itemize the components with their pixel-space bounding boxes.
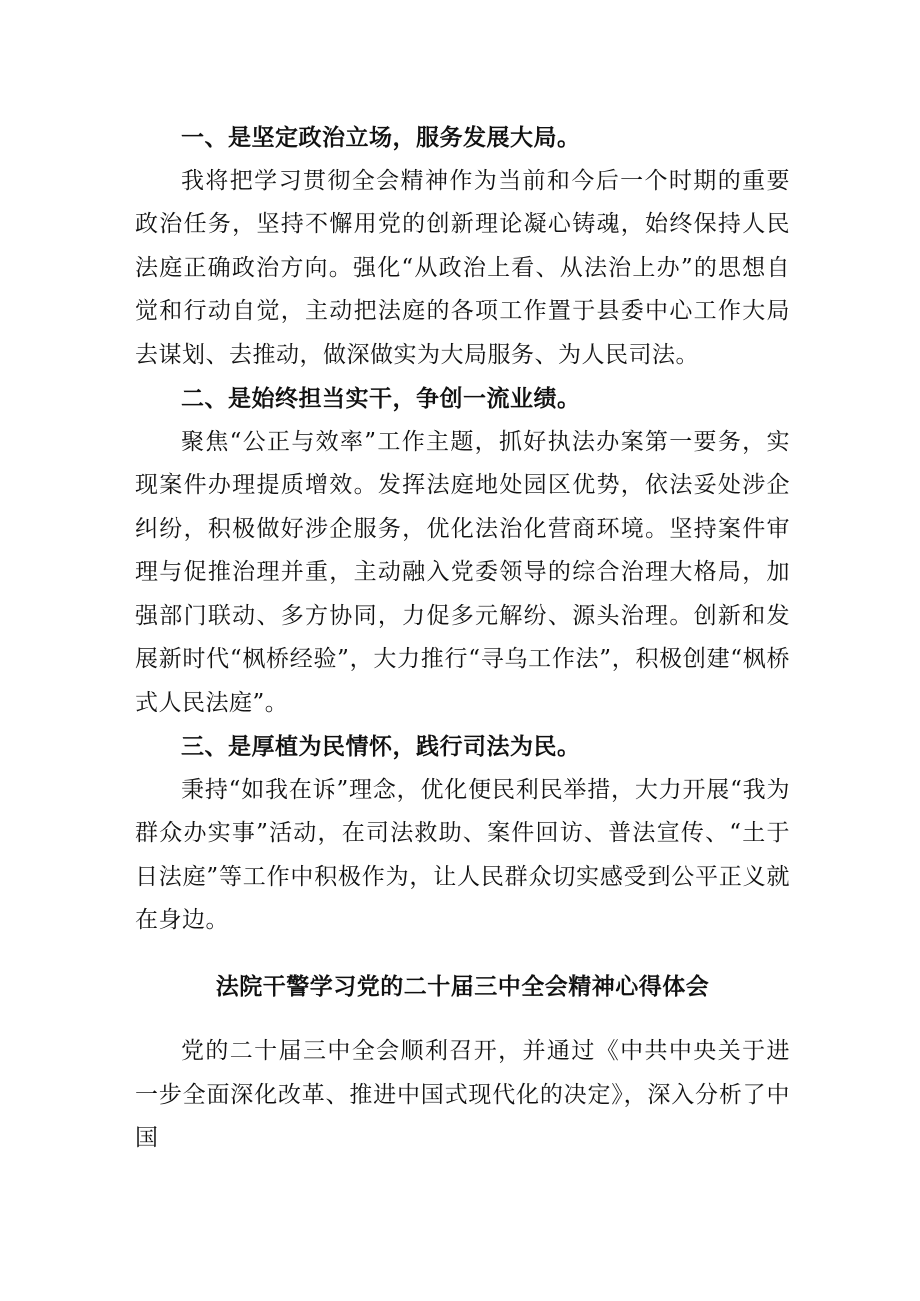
section-body-3: 秉持“如我在诉”理念，优化便民利民举措，大力开展“我为群众办实事”活动，在司法救助、案件回访、普法宣传、“土于日法庭”等工作中积极作为，让人民群众切实感受到公平正义就在身边。	[135, 776, 790, 933]
section-body-1: 我将把学习贯彻全会精神作为当前和今后一个时期的重要政治任务，坚持不懈用党的创新理论凝心铸魂，始终保持人民法庭正确政治方向。强化“从政治上看、从法治上办”的思想自觉和行动自觉，主动把法庭的各项工作置于县委中心工作大局去谋划、去推动，做深做实为大局服务、为人民司法。	[135, 167, 790, 368]
spacer	[135, 943, 790, 965]
spacer	[135, 1008, 790, 1030]
section-heading-1: 一、是坚定政治立场，服务发展大局。	[181, 124, 581, 151]
section-heading-2: 二、是始终担当实干，争创一流业绩。	[181, 385, 581, 412]
section-heading-3: 三、是厚植为民情怀，践行司法为民。	[181, 733, 581, 760]
article-intro: 党的二十届三中全会顺利召开，并通过《中共中央关于进一步全面深化改革、推进中国式现代化的决定》，深入分析了中国	[135, 1038, 790, 1151]
section-body-2: 聚焦“公正与效率”工作主题，抓好执法办案第一要务，实现案件办理提质增效。发挥法庭地处园区优势，依法妥处涉企纠纷，积极做好涉企服务，优化法治化营商环境。坚持案件审理与促推治理并重，主动融入党委领导的综合治理大格局，加强部门联动、多方协同，力促多元解纷、源头治理。创新和发展新时代“枫桥经验”，大力推行“寻乌工作法”，积极创建“枫桥式人民法庭”。	[135, 428, 790, 716]
document-content	[135, 116, 790, 1161]
article-title: 法院干警学习党的二十届三中全会精神心得体会	[215, 972, 710, 1000]
